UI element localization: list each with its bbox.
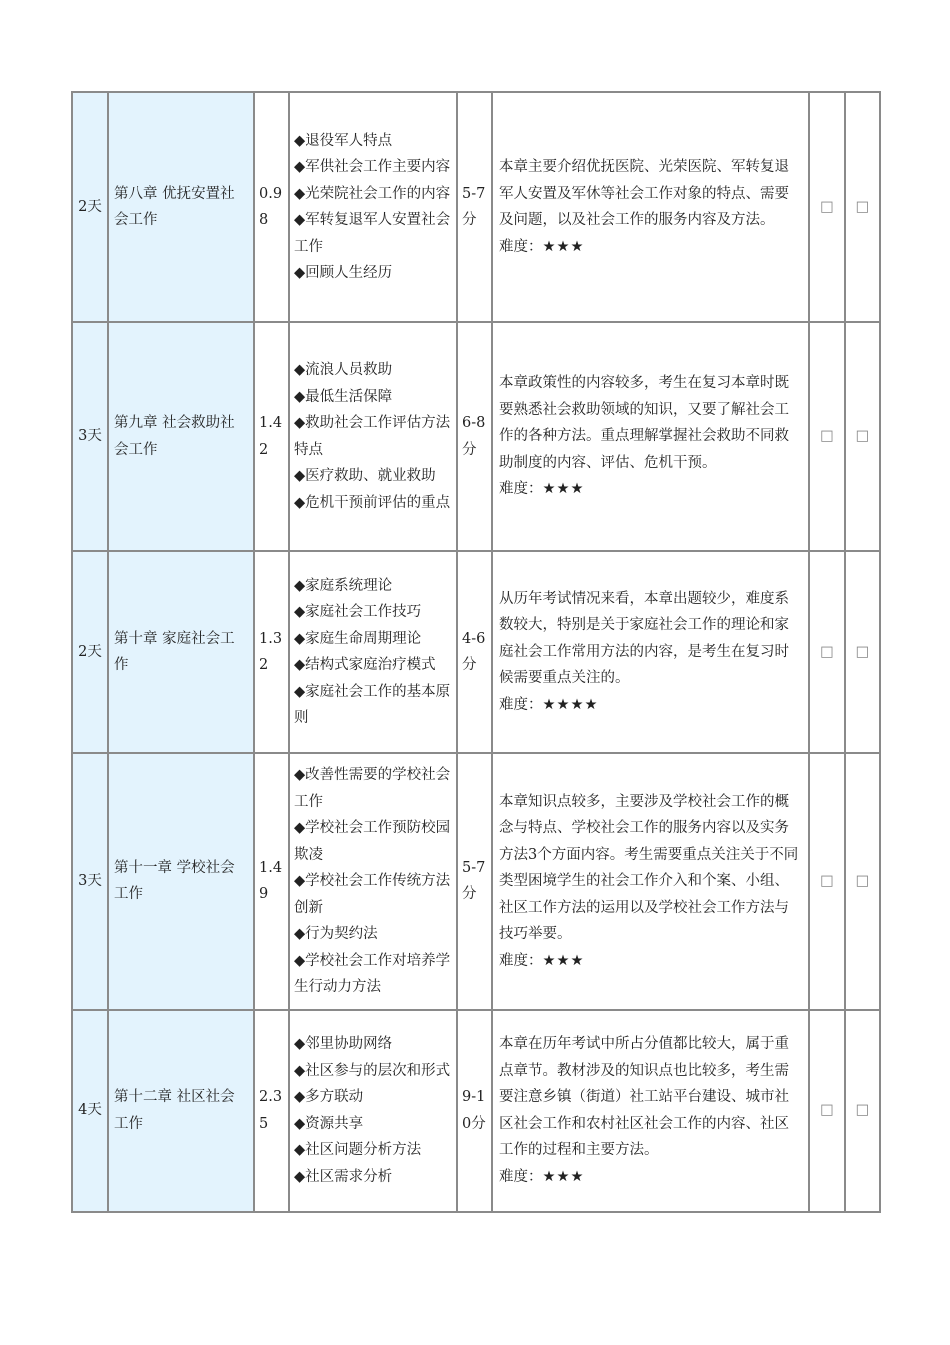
description-cell <box>492 551 809 753</box>
key-point: ◆军供社会工作主要内容 <box>294 159 451 175</box>
score-cell: 1.49 <box>254 753 289 1010</box>
description-cell <box>492 322 809 551</box>
key-points-cell <box>289 1010 457 1212</box>
study-plan-table <box>71 91 881 1213</box>
key-point: ◆学校社会工作对培养学生行动力方法 <box>294 952 451 995</box>
score-range-cell: 5-7分 <box>457 92 492 322</box>
key-point: ◆结构式家庭治疗模式 <box>294 657 436 673</box>
difficulty <box>499 476 802 503</box>
difficulty <box>499 234 802 261</box>
key-point: ◆回顾人生经历 <box>294 265 393 281</box>
key-point: ◆最低生活保障 <box>294 388 393 405</box>
key-point: ◆改善性需要的学校社会工作 <box>294 767 451 810</box>
score-cell: 2.35 <box>254 1010 289 1212</box>
checkbox-cell[interactable]: □ <box>845 92 880 322</box>
checkbox-cell[interactable]: □ <box>845 322 880 551</box>
checkbox-cell[interactable]: □ <box>809 322 845 551</box>
days-cell: 3天 <box>72 753 108 1010</box>
key-point: ◆社区需求分析 <box>294 1168 393 1185</box>
days-cell: 4天 <box>72 1010 108 1212</box>
key-point: ◆家庭社会工作技巧 <box>294 604 422 620</box>
key-points-cell <box>289 92 457 322</box>
description-text: 本章在历年考试中所占分值都比较大，属于重点章节。教材涉及的知识点也比较多，考生需要注意乡镇（街道）社工站平台建设、城市社区社会工作和农村社区社会工作的内容、社区工作的过程和主要方法。 <box>499 1036 789 1158</box>
score-range-cell: 5-7分 <box>457 753 492 1010</box>
difficulty <box>499 948 802 975</box>
table-row <box>72 551 880 753</box>
difficulty <box>499 1164 802 1191</box>
key-point: ◆行为契约法 <box>294 926 378 942</box>
key-point: ◆家庭生命周期理论 <box>294 630 422 647</box>
table-row <box>72 1010 880 1212</box>
key-point: ◆家庭系统理论 <box>294 577 393 594</box>
checkbox-cell[interactable]: □ <box>809 551 845 753</box>
key-points-cell <box>289 753 457 1010</box>
days-cell: 2天 <box>72 92 108 322</box>
key-point: ◆学校社会工作预防校园欺凌 <box>294 820 451 863</box>
key-point: ◆医疗救助、就业救助 <box>294 468 436 484</box>
difficulty-stars: ★★★ <box>542 1168 585 1185</box>
key-point: ◆家庭社会工作的基本原则 <box>294 683 451 726</box>
checkbox-cell[interactable]: □ <box>809 753 845 1010</box>
difficulty-stars: ★★★ <box>542 952 585 969</box>
checkbox-cell[interactable]: □ <box>845 753 880 1010</box>
chapter-cell: 第十一章 学校社会工作 <box>108 753 254 1010</box>
description-text: 本章主要介绍优抚医院、光荣医院、军转复退军人安置及军休等社会工作对象的特点、需要及问题，以及社会工作的服务内容及方法。 <box>499 159 789 228</box>
difficulty <box>499 692 802 719</box>
key-point: ◆军转复退军人安置社会工作 <box>294 212 451 255</box>
key-point: ◆光荣院社会工作的内容 <box>294 185 451 202</box>
difficulty-label: 难度： <box>499 696 543 713</box>
chapter-cell: 第十二章 社区社会工作 <box>108 1010 254 1212</box>
key-point: ◆学校社会工作传统方法创新 <box>294 873 451 916</box>
score-range-cell: 4-6分 <box>457 551 492 753</box>
description-cell <box>492 1010 809 1212</box>
checkbox-cell[interactable]: □ <box>809 1010 845 1212</box>
checkbox-cell[interactable]: □ <box>809 92 845 322</box>
checkbox-cell[interactable]: □ <box>845 551 880 753</box>
table-row <box>72 322 880 551</box>
chapter-cell: 第九章 社会救助社会工作 <box>108 322 254 551</box>
description-text: 从历年考试情况来看，本章出题较少，难度系数较大，特别是关于家庭社会工作的理论和家庭社会工作常用方法的内容，是考生在复习时候需要重点关注的。 <box>499 590 789 687</box>
checkbox-cell[interactable]: □ <box>845 1010 880 1212</box>
table-row <box>72 753 880 1010</box>
difficulty-label: 难度： <box>499 238 543 255</box>
key-point: ◆资源共享 <box>294 1115 364 1132</box>
key-point: ◆社区问题分析方法 <box>294 1142 422 1158</box>
chapter-cell: 第十章 家庭社会工作 <box>108 551 254 753</box>
description-text: 本章政策性的内容较多，考生在复习本章时既要熟悉社会救助领域的知识，又要了解社会工作的各种方法。重点理解掌握社会救助不同救助制度的内容、评估、危机干预。 <box>499 375 789 471</box>
key-point: ◆危机干预前评估的重点 <box>294 494 451 511</box>
description-cell <box>492 92 809 322</box>
score-cell: 1.32 <box>254 551 289 753</box>
chapter-cell: 第八章 优抚安置社会工作 <box>108 92 254 322</box>
score-range-cell: 6-8分 <box>457 322 492 551</box>
score-cell: 0.98 <box>254 92 289 322</box>
score-cell: 1.42 <box>254 322 289 551</box>
difficulty-stars: ★★★ <box>542 481 585 498</box>
key-point: ◆多方联动 <box>294 1089 364 1105</box>
days-cell: 3天 <box>72 322 108 551</box>
difficulty-stars: ★★★★ <box>542 696 599 713</box>
difficulty-label: 难度： <box>499 1168 543 1185</box>
difficulty-label: 难度： <box>499 952 543 969</box>
key-point: ◆邻里协助网络 <box>294 1036 393 1052</box>
key-points-cell <box>289 551 457 753</box>
difficulty-stars: ★★★ <box>542 238 585 255</box>
table-row <box>72 92 880 322</box>
key-points-cell <box>289 322 457 551</box>
key-point: ◆流浪人员救助 <box>294 362 393 378</box>
key-point: ◆退役军人特点 <box>294 132 393 149</box>
description-text: 本章知识点较多，主要涉及学校社会工作的概念与特点、学校社会工作的服务内容以及实务方法3个方面内容。考生需要重点关注关于不同类型困境学生的社会工作介入和个案、小组、社区工作方法的运用以及学校社会工作方法与技巧举要。 <box>499 793 799 942</box>
key-point: ◆救助社会工作评估方法特点 <box>294 415 451 458</box>
key-point: ◆社区参与的层次和形式 <box>294 1062 451 1079</box>
days-cell: 2天 <box>72 551 108 753</box>
difficulty-label: 难度： <box>499 481 543 498</box>
description-cell <box>492 753 809 1010</box>
score-range-cell: 9-10分 <box>457 1010 492 1212</box>
